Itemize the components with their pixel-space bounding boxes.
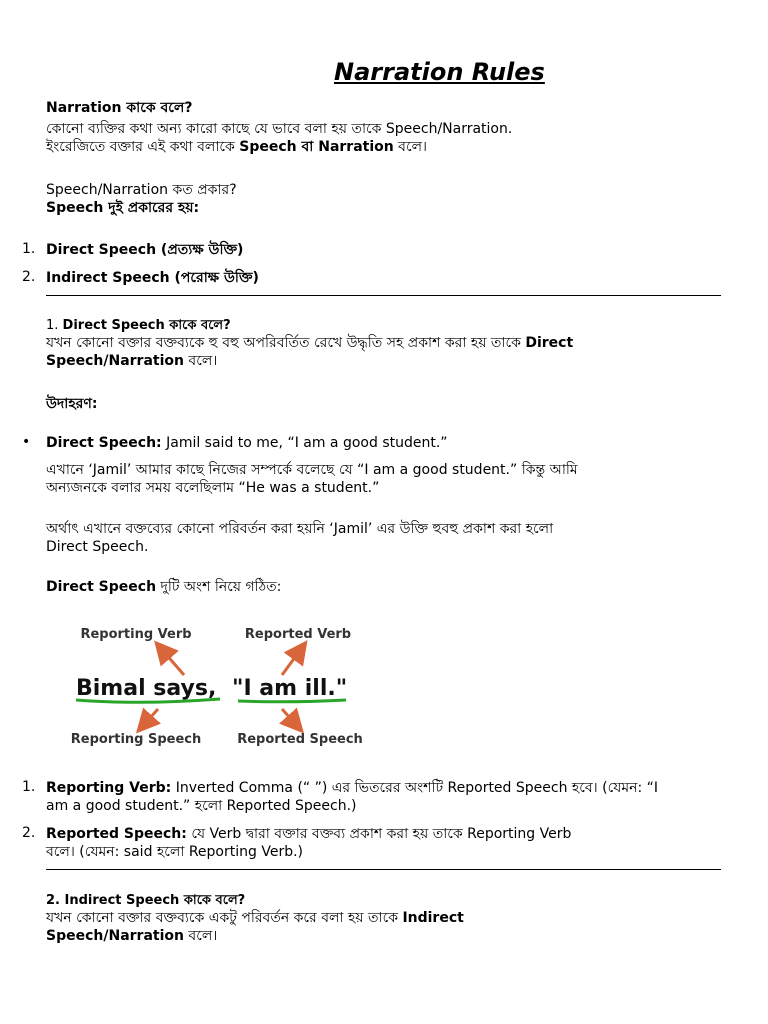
- types-item-direct: Direct Speech (প্রত্যক্ষ উক্তি): [46, 242, 244, 258]
- example-bullet-bold: Direct Speech:: [46, 435, 162, 451]
- label-reporting-verb: Reporting Verb: [80, 627, 192, 642]
- intro-line-1: কোনো ব্যক্তির কথা অন্য কারো কাছে যে ভাবে বলা হয় তাকে Speech/Narration.: [46, 121, 513, 137]
- example-direct-speech: [46, 434, 726, 452]
- types-item-indirect: Indirect Speech (পরোক্ষ উক্তি): [46, 270, 259, 286]
- label-reporting-speech: Reporting Speech: [70, 732, 202, 747]
- explanation-1-line-2: অন্যজনকে বলার সময় বলেছিলাম “He was a student.”: [46, 480, 380, 496]
- part-2-line-1: [46, 825, 726, 843]
- explanation-2-line-2: Direct Speech.: [46, 539, 149, 555]
- indirect-def-post: বলে।: [183, 928, 218, 944]
- part-2-num: 2.: [22, 825, 36, 841]
- direct-def-bold-2: Speech/Narration: [46, 353, 184, 369]
- indirect-definition-line-1: [46, 909, 726, 927]
- direct-def-pre: যখন কোনো বক্তার বক্তব্যকে হু বহু অপরিবর্তিত রেখে উদ্ধৃতি সহ প্রকাশ করা হয় তাকে: [46, 335, 526, 351]
- part-1-text: Inverted Comma (“ ”) এর ভিতরের অংশটি Reported Speech হবে। (যেমন: “I: [171, 780, 659, 796]
- part-2-line-2: বলে। (যেমন: said হলো Reporting Verb.): [46, 844, 303, 860]
- part-1-line-2: am a good student.” হলো Reported Speech.): [46, 798, 357, 814]
- part-1-bold: Reporting Verb:: [46, 780, 172, 796]
- parts-intro-bold: Direct Speech: [46, 579, 157, 595]
- divider: [46, 869, 721, 870]
- indirect-def-bold-1: Indirect: [402, 910, 464, 926]
- parts-intro-text: দুটি অংশ নিয়ে গঠিত:: [156, 579, 282, 595]
- indirect-definition-line-2: [46, 927, 726, 945]
- direct-definition-line-2: [46, 352, 726, 370]
- sentence-reported-part: "I am ill.": [232, 676, 348, 701]
- bullet-icon: •: [22, 434, 31, 450]
- part-1-line-1: [46, 779, 726, 797]
- types-answer: Speech দুই প্রকারের হয়:: [46, 200, 200, 216]
- arrow-reported-verb: [282, 645, 304, 675]
- explanation-1-line-1: এখানে ‘Jamil’ আমার কাছে নিজের সম্পর্কে বলেছে যে “I am a good student.” কিন্তু আমি: [46, 462, 578, 478]
- intro-line-2-bold: Speech বা Narration: [239, 139, 394, 155]
- intro-line-2-post: বলে।: [393, 139, 428, 155]
- page-title: Narration Rules: [334, 58, 545, 86]
- part-2-bold: Reported Speech:: [46, 826, 187, 842]
- part-1-num: 1.: [22, 779, 36, 795]
- example-label: উদাহরণ:: [46, 396, 98, 412]
- intro-line-2: [46, 138, 726, 156]
- direct-def-post: বলে।: [183, 353, 218, 369]
- types-item-2-num: 2.: [22, 269, 36, 285]
- intro-heading: Narration কাকে বলে?: [46, 100, 193, 116]
- parts-intro: [46, 578, 726, 596]
- direct-heading-num: 1.: [46, 318, 59, 333]
- explanation-2-line-1: অর্থাৎ এখানে বক্তব্যের কোনো পরিবর্তন করা হয়নি ‘Jamil’ এর উক্তি হুবহু প্রকাশ করা হলো: [46, 521, 554, 537]
- indirect-def-pre: যখন কোনো বক্তার বক্তব্যকে একটু পরিবর্তন করে বলা হয় তাকে: [46, 910, 403, 926]
- part-2-text: যে Verb দ্বারা বক্তার বক্তব্য প্রকাশ করা হয় তাকে Reporting Verb: [186, 826, 572, 842]
- types-question: Speech/Narration কত প্রকার?: [46, 182, 237, 198]
- direct-heading-text: Direct Speech কাকে বলে?: [62, 318, 231, 333]
- arrow-reporting-speech: [140, 709, 158, 729]
- types-item-1-num: 1.: [22, 241, 36, 257]
- indirect-def-bold-2: Speech/Narration: [46, 928, 184, 944]
- direct-definition-line-1: [46, 334, 726, 352]
- direct-def-bold-1: Direct: [525, 335, 574, 351]
- label-reported-verb: Reported Verb: [244, 627, 352, 642]
- label-reported-speech: Reported Speech: [237, 732, 363, 747]
- direct-heading: [46, 317, 726, 335]
- arrow-reported-speech: [282, 709, 300, 729]
- underline-reported: [238, 700, 346, 702]
- indirect-heading: 2. Indirect Speech কাকে বলে?: [46, 893, 246, 908]
- arrow-reporting-verb: [158, 645, 184, 675]
- divider: [46, 295, 721, 296]
- sentence-reporting-part: Bimal says,: [76, 676, 217, 701]
- speech-parts-diagram: [60, 615, 380, 755]
- intro-line-2-pre: ইংরেজিতে বক্তার এই কথা বলাকে: [46, 139, 240, 155]
- example-bullet-text: Jamil said to me, “I am a good student.”: [161, 435, 448, 451]
